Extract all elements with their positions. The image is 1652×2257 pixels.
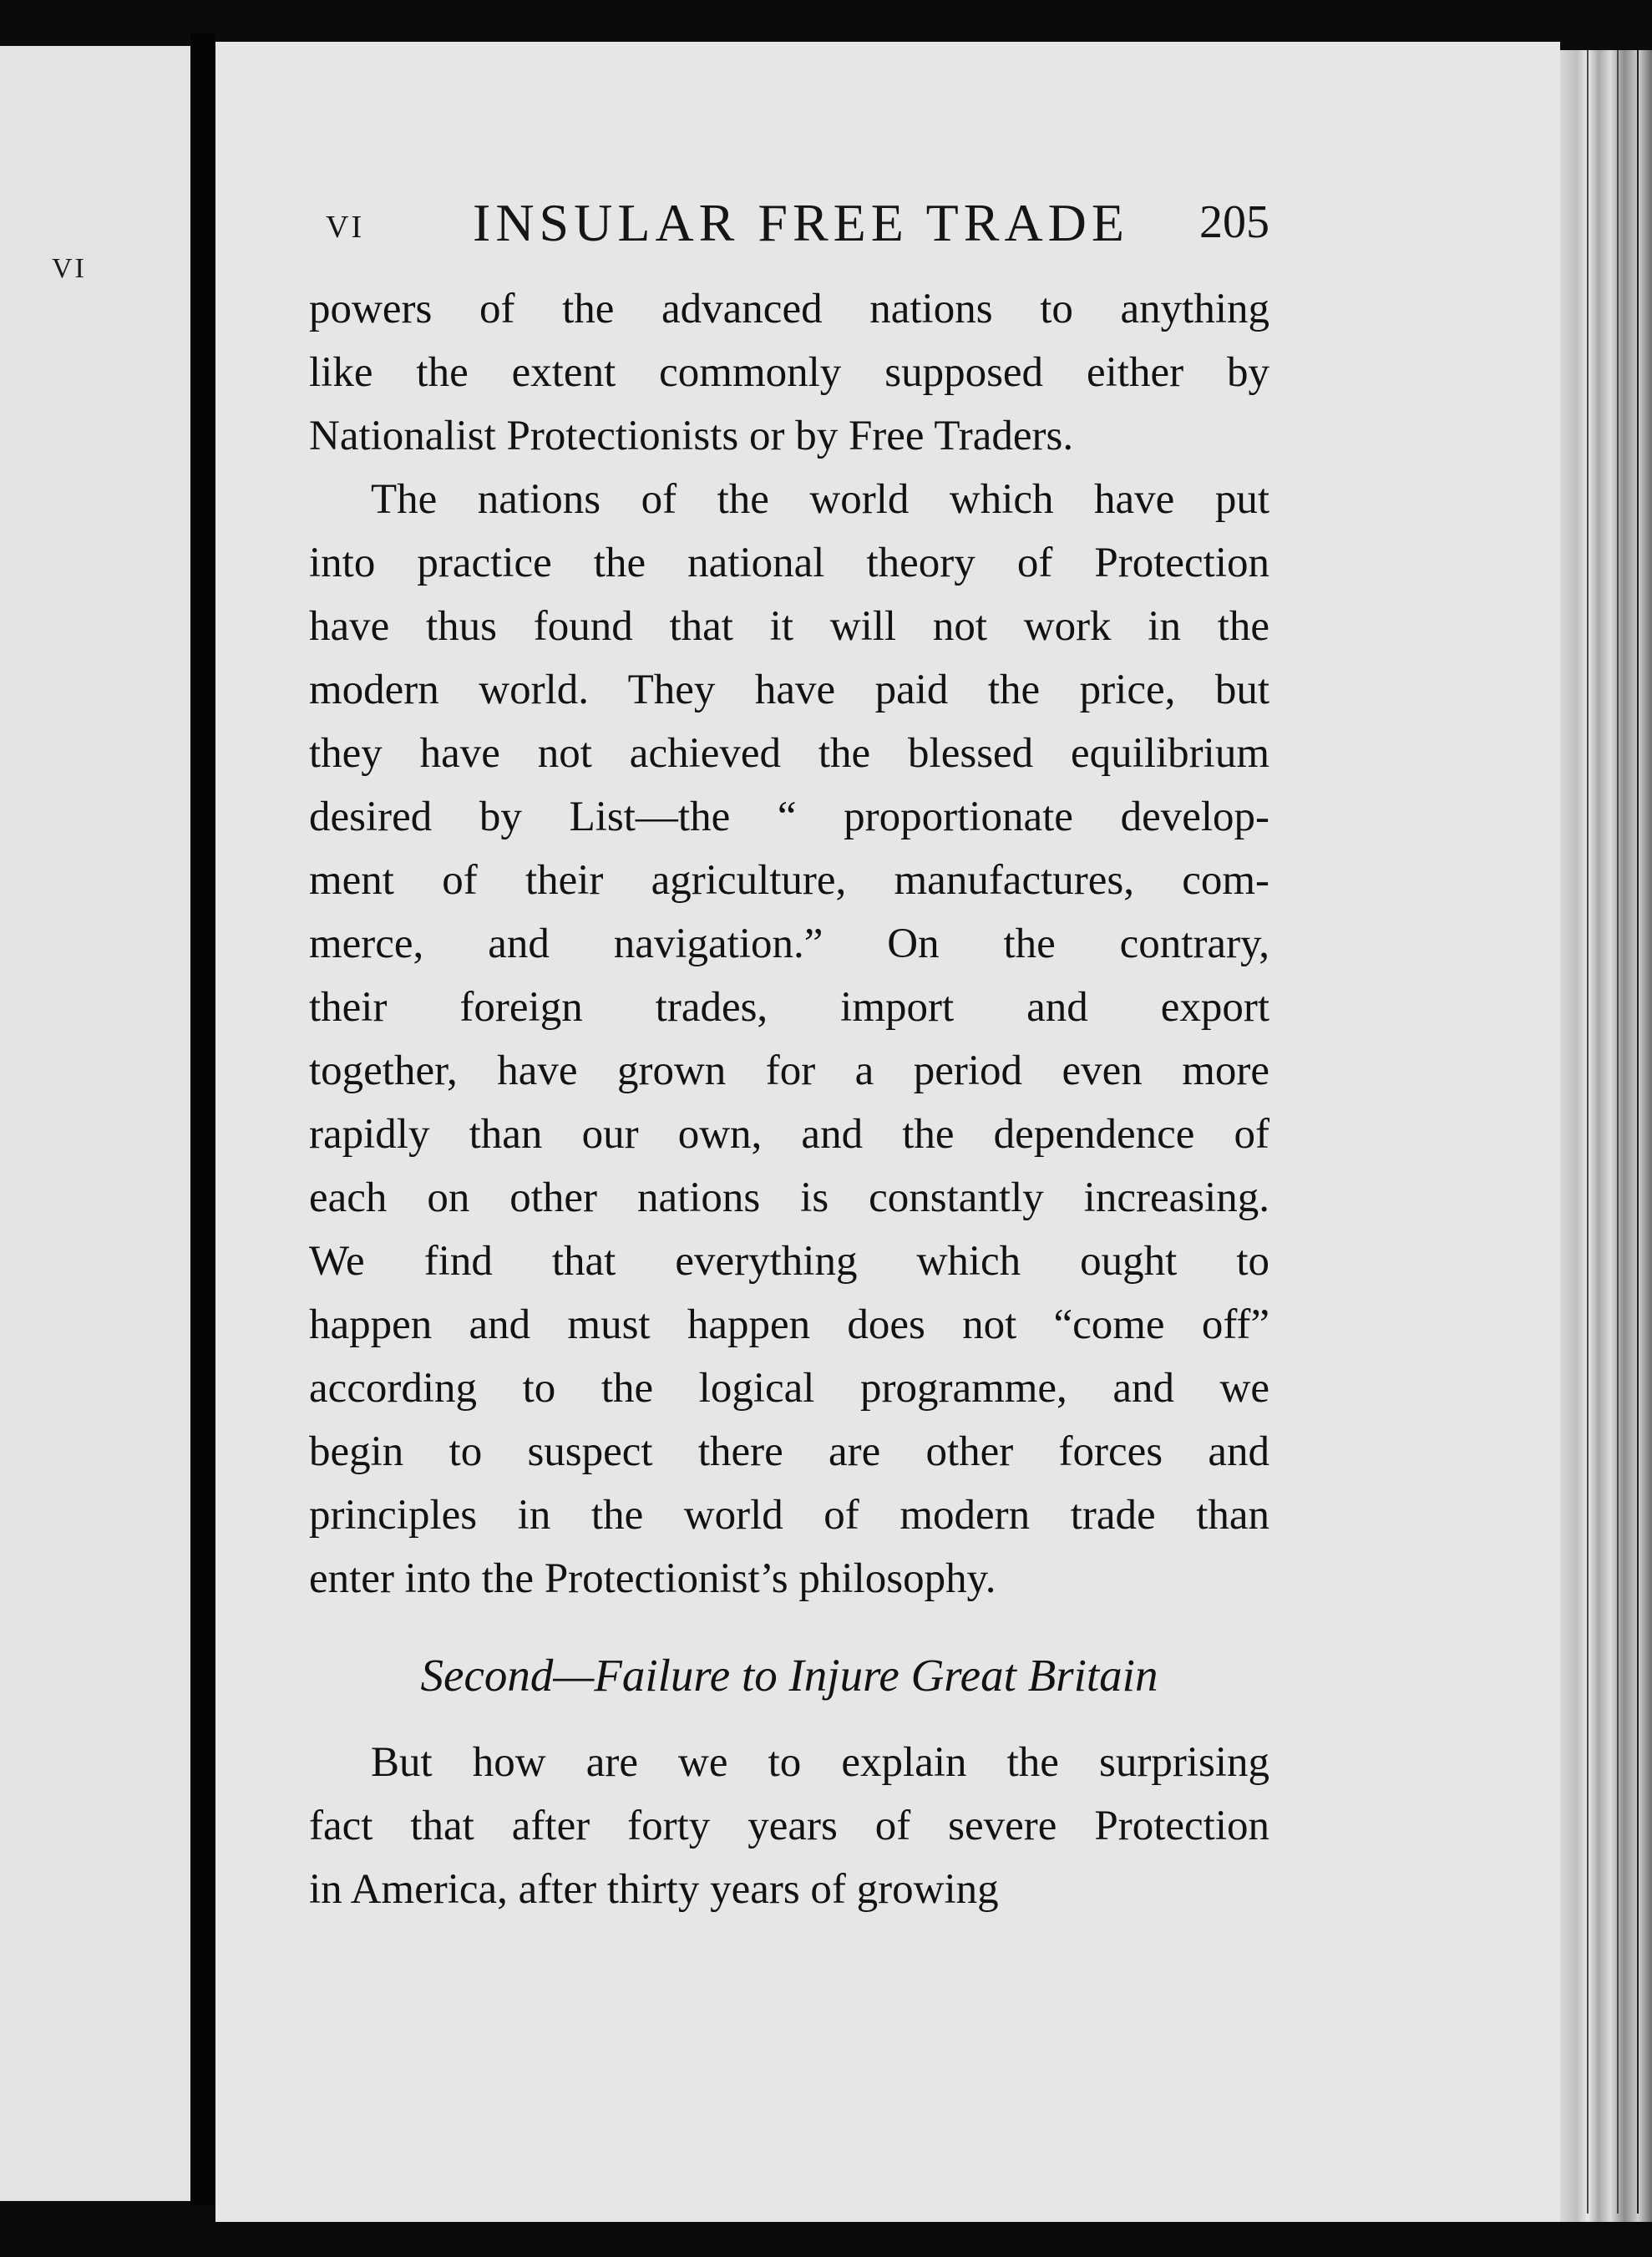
text-line: enter into the Protectionist’s philosophy. — [309, 1555, 996, 1602]
text-line: rapidly than our own, and the dependence of — [309, 1111, 1269, 1158]
text-line: their foreign trades, import and export — [309, 984, 1269, 1031]
text-line: principles in the world of modern trade than — [309, 1492, 1269, 1539]
text-line: modern world. They have paid the price, but — [309, 667, 1269, 713]
text-line: happen and must happen does not “come off” — [309, 1301, 1269, 1348]
running-header — [326, 192, 1269, 251]
scan-bottom-margin — [0, 2222, 1652, 2257]
body-text — [309, 277, 1269, 1921]
text-line: according to the logical programme, and we — [309, 1365, 1269, 1412]
page-edge-line — [1637, 50, 1639, 2214]
page-number: 205 — [1199, 196, 1269, 248]
text-line: merce, and navigation.” On the contrary, — [309, 921, 1269, 967]
text-line: into practice the national theory of Protection — [309, 540, 1269, 586]
text-line: begin to suspect there are other forces and — [309, 1428, 1269, 1475]
running-title: INSULAR FREE TRADE — [473, 193, 1129, 252]
paragraph — [309, 1731, 1269, 1921]
text-line: Nationalist Protectionists or by Free Traders. — [309, 413, 1074, 459]
book-gutter — [190, 33, 215, 2205]
text-line: each on other nations is constantly increasing. — [309, 1174, 1269, 1221]
page-edge-line — [1617, 50, 1619, 2214]
text-line: powers of the advanced nations to anything — [309, 286, 1269, 332]
text-line: fact that after forty years of severe Protection — [309, 1803, 1269, 1849]
text-line: like the extent commonly supposed either by — [309, 349, 1269, 396]
text-line: The nations of the world which have put — [371, 476, 1269, 523]
text-line: ment of their agriculture, manufactures, com- — [309, 857, 1269, 904]
text-line: But how are we to explain the surprising — [371, 1739, 1269, 1786]
page-edge-line — [1587, 50, 1589, 2214]
section-subheading: Second—Failure to Injure Great Britain — [420, 1650, 1158, 1701]
text-line: they have not achieved the blessed equilibrium — [309, 730, 1269, 777]
text-line: together, have grown for a period even more — [309, 1047, 1269, 1094]
left-facing-page — [0, 46, 190, 2201]
text-line: desired by List—the “ proportionate develop- — [309, 794, 1269, 840]
chapter-number: VI — [326, 210, 365, 245]
paragraph — [309, 277, 1269, 468]
text-line: We find that everything which ought to — [309, 1238, 1269, 1285]
paragraph — [309, 468, 1269, 1610]
text-line: have thus found that it will not work in the — [309, 603, 1269, 650]
text-line: in America, after thirty years of growing — [309, 1866, 999, 1913]
left-page-header: VI — [52, 253, 87, 284]
